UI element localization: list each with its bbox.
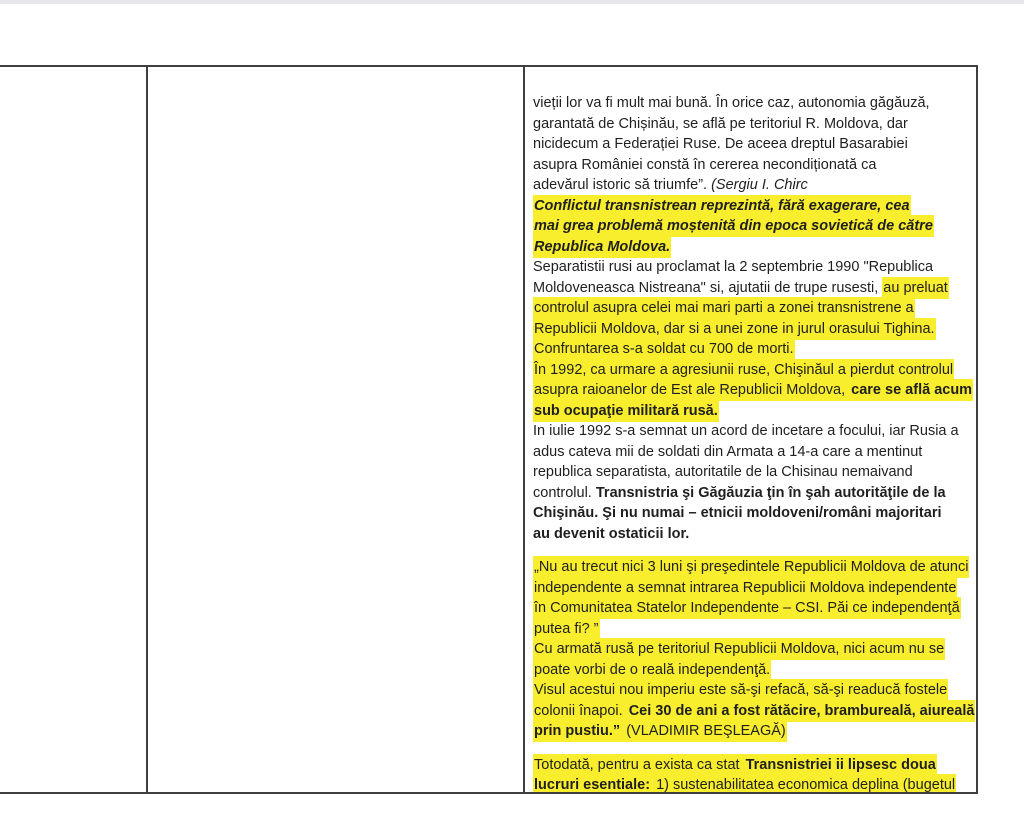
- text-segment: Transnistria şi Găgăuzia ţin în şah autorităţile de la: [595, 484, 946, 501]
- text-line: [533, 298, 970, 319]
- text-line: [533, 483, 970, 504]
- text-segment: nicidecum a Federației Ruse. De aceea dreptul Basarabiei: [533, 136, 908, 152]
- text-segment: controlul.: [533, 484, 596, 501]
- text-segment: In iulie 1992 s-a semnat un acord de incetare a focului, iar Rusia a: [533, 423, 959, 439]
- text-segment: adus cateva mii de soldati din Armata a 14-a care a mentinut: [533, 443, 923, 460]
- text-segment: (Sergiu I. Chirc: [711, 177, 808, 193]
- text-line: [533, 114, 970, 135]
- text-segment: asupra raioanelor de Est ale Republicii Moldova,: [533, 379, 850, 401]
- text-segment: care se află acum: [850, 379, 973, 401]
- page-top-rule: [0, 0, 1024, 4]
- paragraph-gap: [533, 742, 970, 755]
- text-segment: (VLADIMIR BEŞLEAGĂ): [621, 720, 787, 742]
- text-line: [533, 701, 975, 722]
- text-segment: În 1992, ca urmare a agresiunii ruse, Chişinăul a pierdut controlul: [533, 359, 954, 381]
- text-line: [533, 680, 970, 701]
- text-segment: „Nu au trecut nici 3 luni şi preşedintele Republicii Moldova de atunci: [533, 556, 969, 578]
- text-segment: Chişinău. Şi nu numai – etnicii moldoveni/români majoritari: [533, 505, 942, 521]
- table-cell-left-empty: [0, 67, 148, 792]
- text-segment: Cei 30 de ani a fost rătăcire, brambureală, aiureală: [628, 700, 976, 722]
- text-segment: mai grea problemă moștenită din epoca sovietică de către: [533, 215, 934, 237]
- text-segment: Republica Moldova.: [533, 236, 671, 258]
- text-line: [533, 134, 970, 155]
- text-segment: colonii înapoi.: [533, 700, 628, 722]
- text-segment: controlul asupra celei mai mari parti a zonei transnistrene a: [533, 297, 915, 319]
- text-segment: garantată de Chișinău, se află pe teritoriul R. Moldova, dar: [533, 115, 908, 132]
- text-line: [533, 257, 970, 278]
- table-cell-middle-empty: [148, 67, 525, 792]
- text-segment: adevărul istoric să triumfe”.: [533, 177, 712, 193]
- text-segment: au preluat: [882, 277, 949, 299]
- text-segment: Separatistii rusi au proclamat la 2 septembrie 1990 "Republica: [533, 259, 934, 275]
- text-line: [533, 360, 970, 381]
- text-segment: prin pustiu.”: [533, 720, 621, 742]
- text-line: [533, 175, 970, 196]
- text-segment: Conflictul transnistrean reprezintă, fără exagerare, cea: [533, 195, 911, 217]
- text-line: [533, 578, 970, 599]
- text-line: [533, 216, 970, 237]
- text-segment: Moldoveneasca Nistreana" si, ajutatii de trupe rusesti,: [533, 279, 883, 296]
- text-segment: Cu armată rusă pe teritoriul Republicii Moldova, nici acum nu se: [533, 638, 945, 660]
- text-line: [533, 237, 970, 258]
- text-segment: sub ocupaţie militară rusă.: [533, 400, 719, 422]
- text-line: [533, 721, 970, 742]
- text-segment: Totodată, pentru a exista ca stat: [533, 754, 745, 776]
- text-line: [533, 619, 970, 640]
- text-line: [533, 557, 970, 578]
- text-segment: republica separatista, autoritatile de la Chisinau nemaivand: [533, 464, 913, 480]
- text-line: [533, 278, 970, 299]
- text-line: [533, 196, 970, 217]
- text-line: [533, 775, 970, 792]
- text-line: [533, 755, 970, 776]
- text-line: [533, 442, 970, 463]
- text-line: [533, 598, 970, 619]
- text-segment: asupra României constă în cererea necondiționată ca: [533, 156, 877, 173]
- document-text-lines: [533, 93, 975, 792]
- text-segment: lucruri esentiale:: [533, 774, 651, 792]
- text-segment: în Comunitatea Statelor Independente – CSI. Păi ce independenţă: [533, 597, 961, 619]
- text-segment: putea fi? ”: [533, 618, 600, 640]
- table-cell-text-column: [525, 67, 976, 792]
- text-segment: vieții lor va fi mult mai bună. În orice caz, autonomia găgăuză,: [533, 95, 930, 111]
- text-segment: au devenit ostaticii lor.: [533, 525, 690, 542]
- text-line: [533, 462, 970, 483]
- text-segment: Visul acestui nou imperiu este să-şi refacă, să-şi readucă fostele: [533, 679, 948, 701]
- text-line: [533, 319, 970, 340]
- text-line: [533, 155, 970, 176]
- text-line: [533, 380, 973, 401]
- text-line: [533, 93, 970, 114]
- text-segment: Confruntarea s-a soldat cu 700 de morti.: [533, 338, 795, 360]
- text-segment: 1) sustenabilitatea economica deplina (bugetul: [651, 774, 956, 792]
- text-line: [533, 401, 970, 422]
- text-segment: Republicii Moldova, dar si a unei zone in jurul orasului Tighina.: [533, 318, 936, 340]
- text-segment: poate vorbi de o reală independenţă.: [533, 659, 771, 681]
- text-line: [533, 421, 970, 442]
- text-line: [533, 503, 970, 524]
- document-table: [0, 65, 978, 794]
- text-segment: Transnistriei ii lipsesc doua: [745, 754, 937, 776]
- text-line: [533, 524, 970, 545]
- text-line: [533, 339, 970, 360]
- text-line: [533, 660, 970, 681]
- text-line: [533, 639, 970, 660]
- text-segment: independente a semnat intrarea Republicii Moldova independente: [533, 577, 957, 599]
